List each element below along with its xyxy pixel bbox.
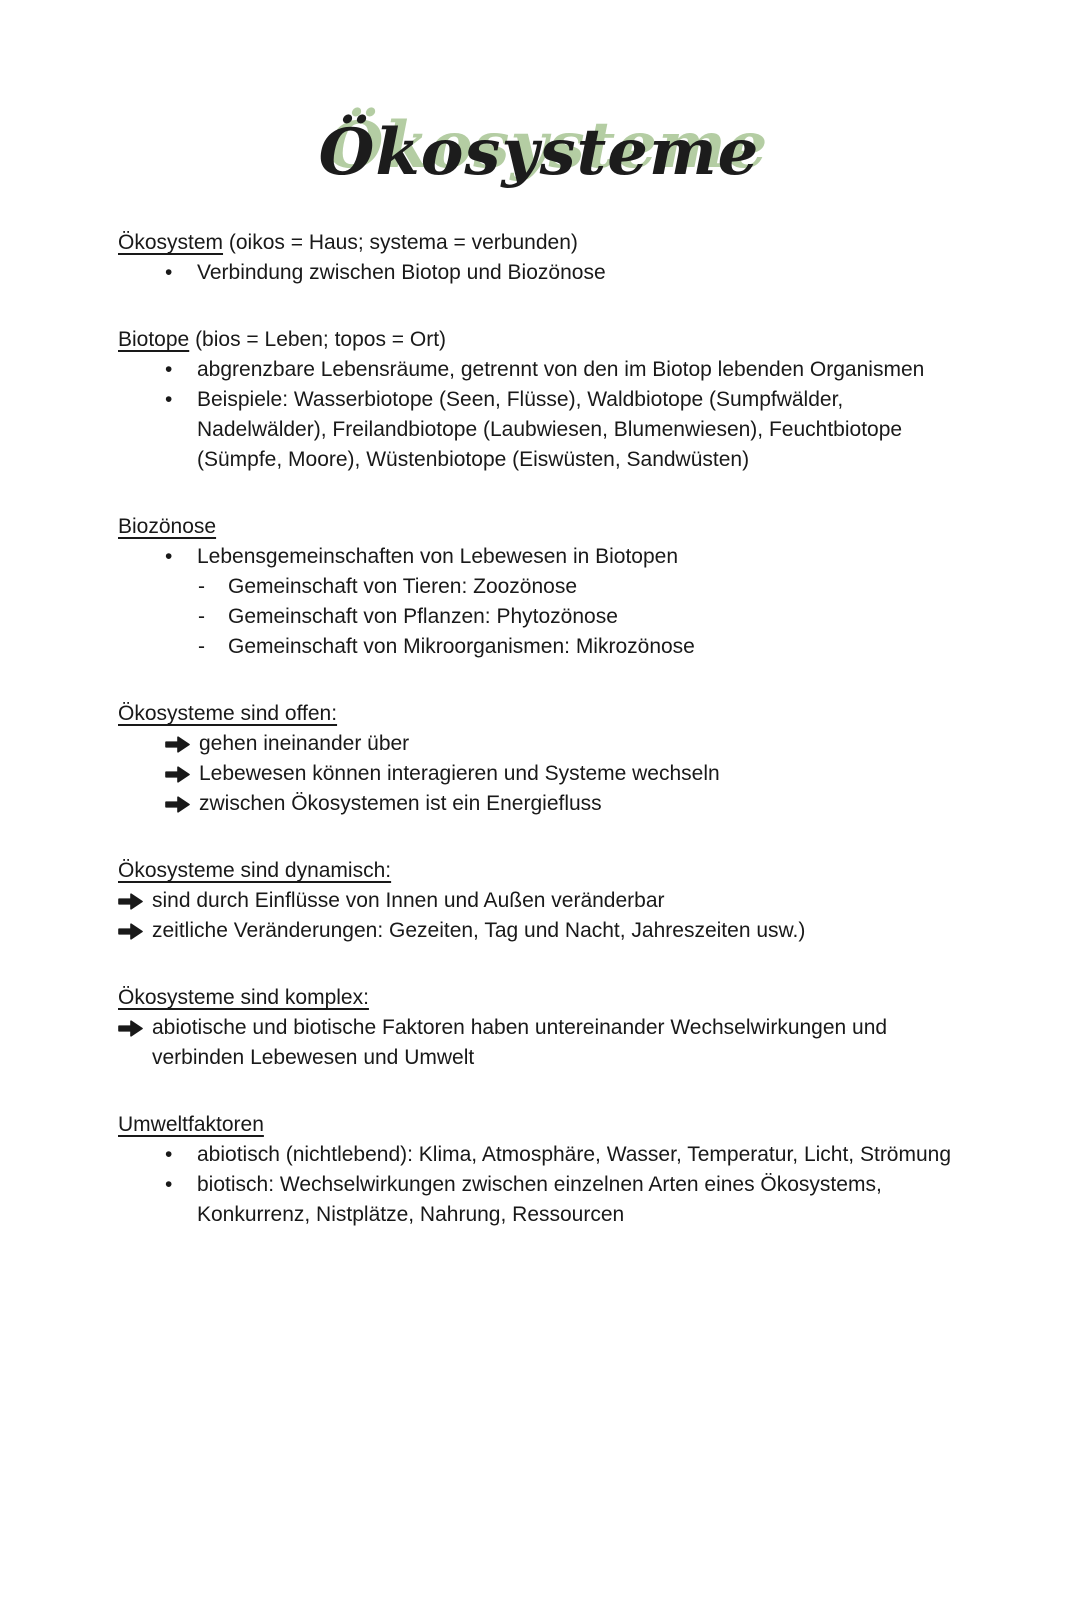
arrow-text: Lebewesen können interagieren und Systeme wechseln [199,762,720,785]
section-heading [118,856,960,886]
bullet-item: • biotisch: Wechselwirkungen zwischen einzelnen Arten eines Ökosystems, Konkurrenz, Nistplätze, Nahrung, Ressourcen [118,1170,960,1230]
section-umweltfaktoren [118,1110,960,1230]
arrow-item [165,729,960,759]
heading-underlined-term: Umweltfaktoren [118,1113,264,1136]
document-title: Ökosysteme [318,115,760,190]
arrow-item [165,759,960,789]
arrow-text: zeitliche Veränderungen: Gezeiten, Tag und Nacht, Jahreszeiten usw.) [152,919,806,942]
heading-underlined-term: Ökosysteme sind komplex: [118,986,369,1009]
heading-underlined-term: Ökosystem [118,231,224,254]
arrow-icon [118,893,143,910]
arrow-list [118,729,960,819]
section-oekosysteme-komplex [118,983,960,1073]
arrow-text: abiotische und biotische Faktoren haben untereinander Wechselwirkungen und verbinden Lebewesen und Umwelt [152,1016,888,1069]
bullet-list [118,258,960,288]
arrow-list [118,1013,960,1073]
arrow-text: gehen ineinander über [199,732,410,755]
heading-underlined-term: Biozönose [118,515,217,538]
section-oekosysteme-offen [118,699,960,819]
arrow-icon [118,1020,143,1037]
section-heading [118,512,960,542]
bullet-item: • Verbindung zwischen Biotop und Biozönose [118,258,960,288]
section-biozonose [118,512,960,662]
section-heading [118,699,960,729]
section-biotope [118,325,960,475]
section-heading [118,325,960,355]
dash-item: - Gemeinschaft von Pflanzen: Phytozönose [118,602,960,632]
bullet-item: • Lebensgemeinschaften von Lebewesen in Biotopen [118,542,960,572]
bullet-item: • abiotisch (nichtlebend): Klima, Atmosphäre, Wasser, Temperatur, Licht, Strömung [118,1140,960,1170]
arrow-icon [165,796,190,813]
section-oekosysteme-dynamisch [118,856,960,946]
heading-suffix: (bios = Leben; topos = Ort) [189,328,447,351]
section-heading [118,1110,960,1140]
heading-underlined-term: Biotope [118,328,190,351]
arrow-item [118,916,960,946]
dash-item: - Gemeinschaft von Mikroorganismen: Mikrozönose [118,632,960,662]
arrow-text: zwischen Ökosystemen ist ein Energiefluss [199,792,602,815]
bullet-list [118,542,960,572]
section-okosystem [118,228,960,288]
arrow-icon [118,923,143,940]
bullet-list [118,1140,960,1230]
heading-underlined-term: Ökosysteme sind dynamisch: [118,859,392,882]
arrow-list [118,886,960,946]
section-heading [118,228,960,258]
bullet-item: • abgrenzbare Lebensräume, getrennt von den im Biotop lebenden Organismen [118,355,960,385]
arrow-icon [165,766,190,783]
arrow-item [118,1013,960,1073]
arrow-text: sind durch Einflüsse von Innen und Außen veränderbar [152,889,665,912]
section-heading [118,983,960,1013]
bullet-list [118,355,960,475]
dash-item: - Gemeinschaft von Tieren: Zoozönose [118,572,960,602]
heading-underlined-term: Ökosysteme sind offen: [118,702,338,725]
heading-suffix: (oikos = Haus; systema = verbunden) [223,231,578,254]
bullet-item: • Beispiele: Wasserbiotope (Seen, Flüsse), Waldbiotope (Sumpfwälder, Nadelwälder), Freilandbiotope (Laubwiesen, Blumenwiesen), Feuchtbiotope (Sümpfe, Moore), Wüstenbiotope (Eiswüsten, Sandwüsten) [118,385,960,475]
arrow-item [165,789,960,819]
dash-list [118,572,960,662]
arrow-item [118,886,960,916]
arrow-icon [165,736,190,753]
document-page [0,94,1080,1621]
